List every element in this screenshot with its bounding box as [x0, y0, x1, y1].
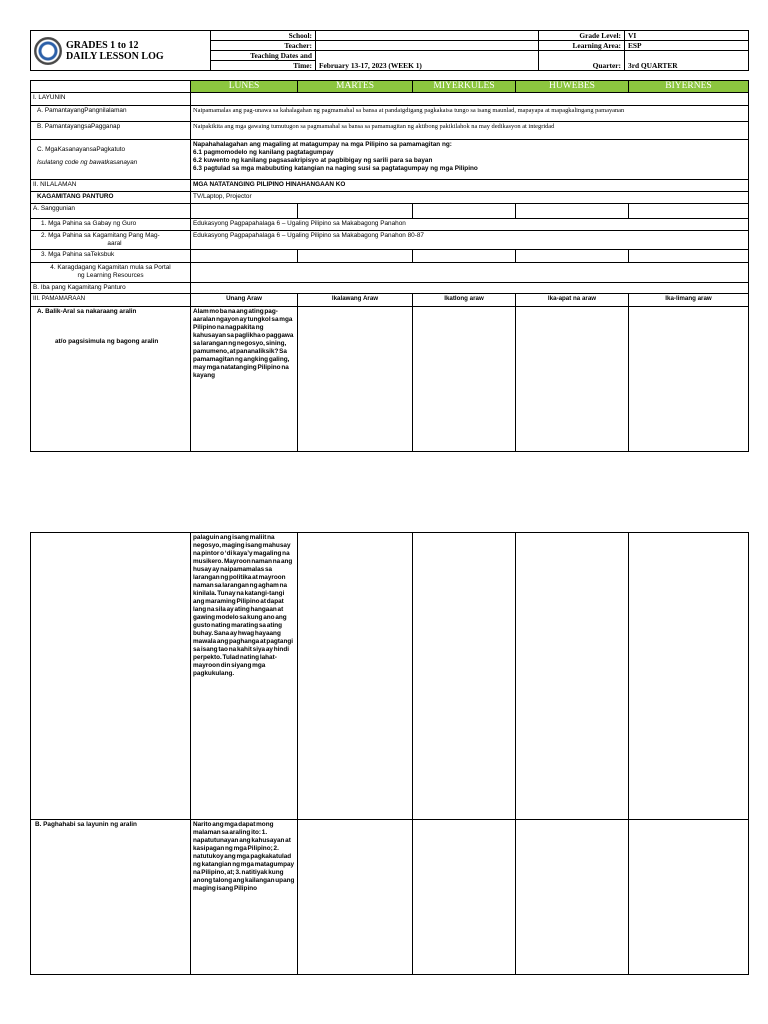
- unang-araw: Unang Araw: [191, 294, 298, 307]
- pagsisimula-title: at/o pagsisimula ng bagong aralin: [55, 338, 159, 345]
- sanggunian-cell-1[interactable]: [191, 204, 298, 219]
- quarter-label: Quarter:: [539, 51, 625, 71]
- kasanayan-line-4: 6.3 pagtulad sa mga mabubuting katangian na naging susi sa pagtatagumpay ng mga Pilipino: [193, 165, 478, 172]
- teksbuk-cell-3[interactable]: [413, 250, 516, 263]
- deped-seal-icon: [34, 37, 62, 65]
- iba-pang-kagamitan-value[interactable]: [191, 283, 749, 294]
- iba-pang-kagamitan-label: B. Iba pang Kagamitang Panturo: [31, 283, 191, 294]
- kagamitang-magaaral-line-1: 2. Mga Pahina sa Kagamitang Pang Mag-: [41, 232, 160, 239]
- day-subheader-row: [31, 294, 749, 307]
- balik-aral-day-4-continued[interactable]: [516, 533, 629, 820]
- ikatlong-araw: Ikatlong araw: [413, 294, 516, 307]
- nilalaman-label: II. NILALAMAN: [31, 180, 191, 192]
- kagamitang-magaaral-value[interactable]: Edukasyong Pagpapahalaga 6 – Ugaling Pilipino sa Makabagong Panahon 80-87: [191, 231, 749, 250]
- ika-limang-araw: Ika-limang araw: [629, 294, 749, 307]
- teksbuk-label: 3. Mga Pahina saTeksbuk: [31, 250, 191, 263]
- day-header-row: [31, 81, 749, 93]
- lesson-log-header: [30, 30, 748, 71]
- quarter-value[interactable]: 3rd QUARTER: [625, 51, 749, 71]
- paghahabi-day-1[interactable]: Narito ang mga dapat mong malaman sa araling ito: 1. napatutunayan ang kahusayan at kasipagan ng mga Pilipino; 2. natutukoy ang mga pagkakatulad ng katangian ng mga matagumpay na Pilipino, at; 3. natitiyak kung anong talong ang kailangan upang maging isang Pilipino: [191, 820, 298, 975]
- learning-area-value[interactable]: ESP: [625, 41, 749, 51]
- time-label: Time:: [211, 61, 316, 71]
- day-martes: MARTES: [298, 81, 413, 93]
- ikalawang-araw: Ikalawang Araw: [298, 294, 413, 307]
- balik-aral-day-3-continued[interactable]: [413, 533, 516, 820]
- karagdagang-line-2: ng Learning Resources: [77, 272, 144, 279]
- kagamitang-magaaral-label: [31, 231, 191, 250]
- teksbuk-cell-4[interactable]: [516, 250, 629, 263]
- balik-aral-day-3[interactable]: [413, 307, 516, 452]
- dates-label-line-1: Teaching Dates and: [250, 51, 312, 60]
- logo-cell: [31, 31, 211, 71]
- school-label: School:: [211, 31, 316, 41]
- paghahabi-day-3[interactable]: [413, 820, 516, 975]
- day-huwebes: HUWEBES: [516, 81, 629, 93]
- pamantayang-pagganap-value[interactable]: Naipakikita ang mga gawaing tumutugon sa pagmamahal sa bansa sa pamamagitan ng aktibong pakikilahok na may dedikasyon at integridad: [191, 122, 749, 140]
- learning-area-label: Learning Area:: [539, 41, 625, 51]
- teksbuk-cell-2[interactable]: [298, 250, 413, 263]
- balik-aral-day-5-continued[interactable]: [629, 533, 749, 820]
- nilalaman-value[interactable]: MGA NATATANGING PILIPINO HINAHANGAAN KO: [191, 180, 749, 192]
- kasanayan-title: C. MgaKasanayansaPagkatuto: [37, 146, 126, 153]
- school-value[interactable]: [316, 31, 539, 41]
- kasanayan-value[interactable]: [191, 140, 749, 180]
- balik-aral-day-2[interactable]: [298, 307, 413, 452]
- ika-apat-na-araw: Ika-apat na araw: [516, 294, 629, 307]
- lesson-table-part-1: [30, 80, 748, 452]
- balik-aral-label: [31, 307, 191, 452]
- teacher-label: Teacher:: [211, 41, 316, 51]
- paghahabi-day-5[interactable]: [629, 820, 749, 975]
- grade-level-label: Grade Level:: [539, 31, 625, 41]
- kagamitang-magaaral-line-2: aaral: [107, 240, 122, 247]
- kasanayan-note: Isulatang code ng bawatkasanayan: [37, 159, 138, 166]
- gabay-guro-value[interactable]: Edukasyong Pagpapahalaga 6 – Ugaling Pilipino sa Makabagong Panahon: [191, 219, 749, 231]
- teacher-value[interactable]: [316, 41, 539, 51]
- kasanayan-line-2: 6.1 pagmomodelo ng kanilang pagtatagumpay: [193, 149, 334, 156]
- grade-level-value[interactable]: VI: [625, 31, 749, 41]
- balik-aral-day-1[interactable]: Alam mo ba na ang ating pag-aaralan ngayon ay tungkol sa mga Pilipino na nagpakita ng kahusayan sa paglikha o paggawa sa larangan ng negosyo, sining, pamumeno, at pananaliksik? Sa pamamagitan ng angking galing, may mga natatanging Pilipino na kayang: [191, 307, 298, 452]
- dates-value[interactable]: February 13-17, 2023 (WEEK 1): [316, 51, 539, 71]
- paghahabi-label: B. Paghahabi sa layunin ng aralin: [31, 820, 191, 975]
- pamantayang-pangnilalaman-label: A. PamantayangPangnilalaman: [31, 106, 191, 122]
- kagamitang-panturo-label: KAGAMITANG PANTURO: [31, 192, 191, 204]
- teksbuk-cell-1[interactable]: [191, 250, 298, 263]
- day-miyerkules: MIYERKULES: [413, 81, 516, 93]
- logo-line-2: DAILY LESSON LOG: [66, 50, 164, 62]
- teksbuk-cell-5[interactable]: [629, 250, 749, 263]
- sanggunian-cell-3[interactable]: [413, 204, 516, 219]
- karagdagang-kagamitan-label: [31, 263, 191, 283]
- kasanayan-line-1: Napahahalagahan ang magaling at matagumpay na mga Pilipino sa pamamagitan ng:: [193, 141, 452, 148]
- lesson-table-part-2: [30, 532, 748, 975]
- karagdagang-line-1: 4. Karagdagang Kagamitan mula sa Portal: [50, 264, 171, 271]
- layunin-label: I. LAYUNIN: [31, 93, 191, 106]
- dates-label: [211, 51, 316, 61]
- sanggunian-label: A. Sanggunian: [31, 204, 191, 219]
- kagamitang-panturo-value[interactable]: TV/Laptop, Projector: [191, 192, 749, 204]
- kasanayan-label: [31, 140, 191, 180]
- gabay-guro-label: 1. Mga Pahina sa Gabay ng Guro: [31, 219, 191, 231]
- logo-line-1: GRADES 1 to 12: [66, 39, 139, 51]
- day-header-blank: [31, 81, 191, 93]
- pamamaraan-label: III. PAMAMARAAN: [31, 294, 191, 307]
- karagdagang-kagamitan-value[interactable]: [191, 263, 749, 283]
- balik-aral-continued-label: [31, 533, 191, 820]
- balik-aral-title: A. Balik-Aral sa nakaraang aralin: [37, 308, 137, 315]
- pamantayang-pagganap-label: B. PamantayangsaPagganap: [31, 122, 191, 140]
- pamantayang-pangnilalaman-value[interactable]: Naipamamalas ang pag-unawa sa kahalagahan ng pagmamahal sa bansa at pandaigdigang pagkakaisa tungo sa isang maunlad, mapayapa at mapagkalingang pamayanan: [191, 106, 749, 122]
- layunin-value[interactable]: [191, 93, 749, 106]
- paghahabi-day-2[interactable]: [298, 820, 413, 975]
- balik-aral-day-5[interactable]: [629, 307, 749, 452]
- sanggunian-cell-2[interactable]: [298, 204, 413, 219]
- paghahabi-day-4[interactable]: [516, 820, 629, 975]
- day-lunes: LUNES: [191, 81, 298, 93]
- sanggunian-cell-5[interactable]: [629, 204, 749, 219]
- day-biyernes: BIYERNES: [629, 81, 749, 93]
- balik-aral-day-2-continued[interactable]: [298, 533, 413, 820]
- sanggunian-cell-4[interactable]: [516, 204, 629, 219]
- kasanayan-line-3: 6.2 kuwento ng kanilang pagsasakripisyo at pagbibigay ng sarili para sa bayan: [193, 157, 433, 164]
- balik-aral-day-1-continued[interactable]: palaguin ang isang maliit na negosyo, maging isang mahusay na pintor o ‘di kaya’y magaling na musikero. Mayroon naman na ang husay ay naipamamalas sa larangan ng politika at mayroon naman sa larangan ng agham na kinilala. Tunay na katangi-tangi ang maraming Pilipino at dapat lang na sila ay ating hangaan at gawing modelo sa kung ano ang gusto nating marating sa ating buhay. Sana ay hwag hayaang mawala ang paghanga at pagtangi sa isang tao na kahit siya ay hindi perpekto. Tulad nating lahat- mayroon din siyang mga pagkukulang.: [191, 533, 298, 820]
- balik-aral-day-4[interactable]: [516, 307, 629, 452]
